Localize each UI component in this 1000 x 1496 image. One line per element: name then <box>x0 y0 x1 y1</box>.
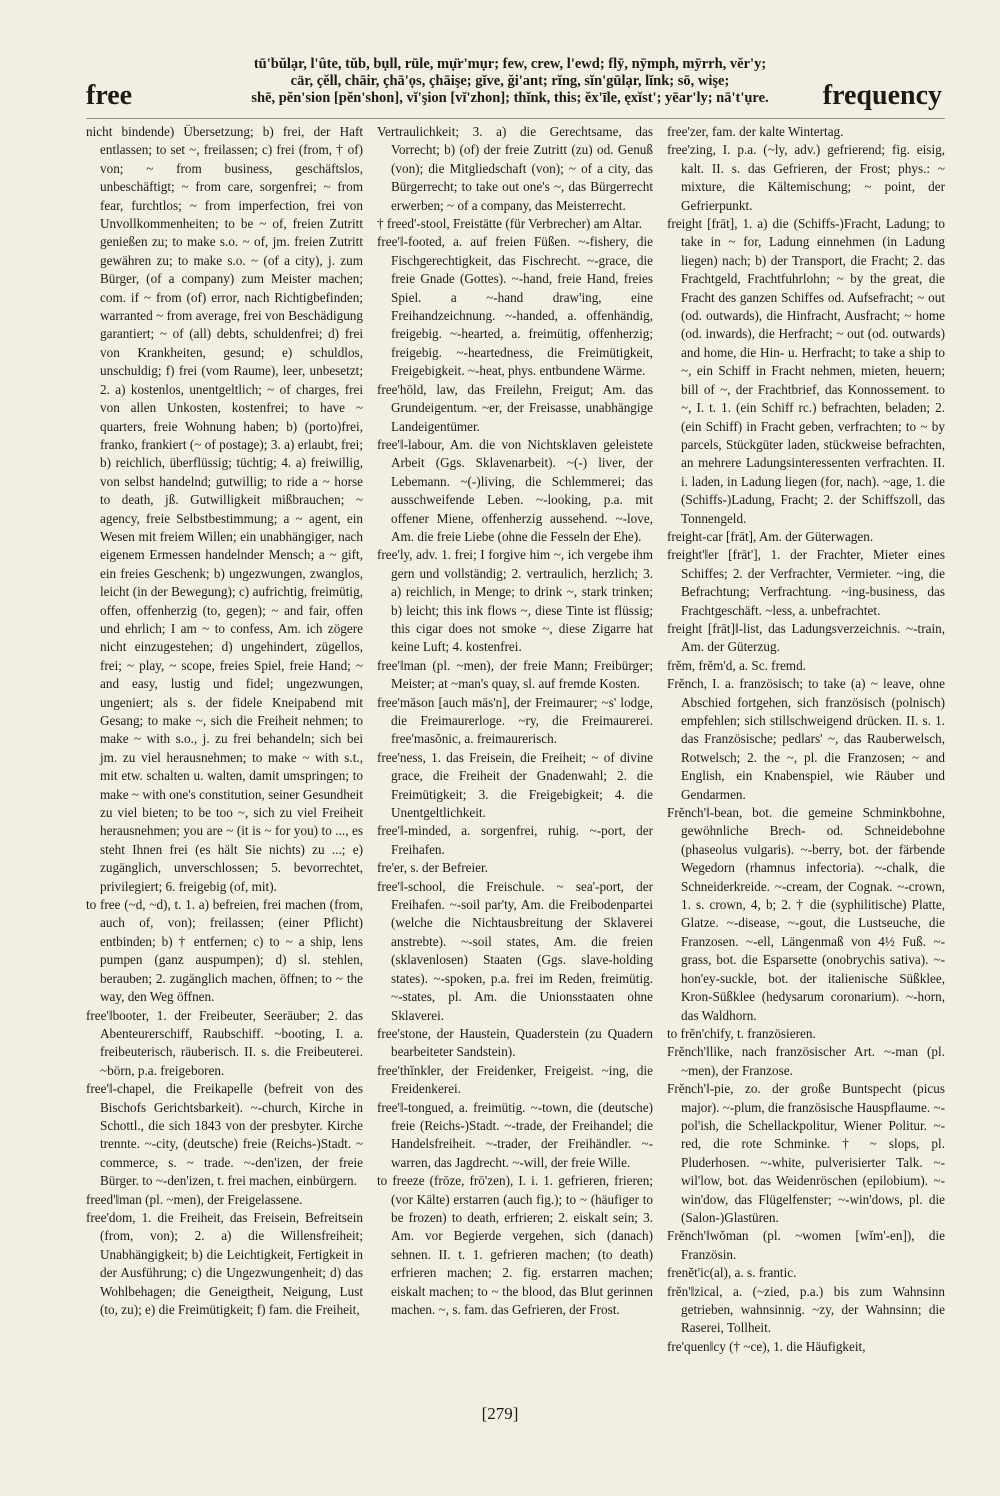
dictionary-entry: free'māson [auch mās'n], der Freimaurer; ~s' lodge, die Freimaurerloge. ~ry, die Freimaurerei. free'masŏnic, a. freimaurerisch. <box>377 694 653 747</box>
dictionary-entry: free'‖-minded, a. sorgenfrei, ruhig. ~-port, der Freihafen. <box>377 823 653 857</box>
dictionary-entry: Vertraulichkeit; 3. a) die Gerechtsame, das Vorrecht; b) (of) der freie Zutritt (zu) od. Genuß (von); die Mitgliedschaft (von); ~ of a city, das Bürgerrecht; to take out one's ~, das Bürgerrecht erwerben; ~ of a company, das Meisterrecht. <box>377 124 653 213</box>
dictionary-entry: to frĕn'chify, t. französieren. <box>667 1025 816 1041</box>
dictionary-entry: free'thĭnk‖er, der Freidenker, Freigeist. ~ing, die Freidenkerei. <box>377 1062 653 1097</box>
dictionary-entry: Frĕnch'‖-pie, zo. der große Buntspecht (picus major). ~-plum, die französische Hauspflaume. ~-pol'ish, die Schellackpolitur, Wiener Politur. ~-red, die rote Schminke. † ~ slops, pl. Pluderhosen. ~-white, pulverisierter Talk. ~-wil'low, bot. das Weidenröschen (epilobium). ~-win'dow, das Flügelfenster; ~-win'dows, pl. die (Salon-)Glastüren. <box>667 1081 945 1225</box>
dictionary-entry: frĕm, frĕm'd, a. Sc. fremd. <box>667 657 806 673</box>
dictionary-entry: free'‖-chapel, die Freikapelle (befreit von des Bischofs Gerichtsbarkeit). ~-church, Kirche in Schottl., die sich 1843 von der presbyter. Kirche trennte. ~-city, (deutsche) freie (Reichs-)Stadt. ~ commerce, s. ~ trade. ~-den'izen, der freie Bürger. to ~-den'izen, t. frei machen, einbürgern. <box>86 1081 363 1189</box>
pronunciation-key-line: tū'bŭlạr, l'ûte, tŭb, bụll, rūle, mụ̈r'mụr; few, crew, l'ewd; flȳ, nȳmph, mȳrrh, vĕr'y; <box>253 56 767 72</box>
dictionary-entry: free'‖booter, 1. der Freibeuter, Seeräuber; 2. das Abenteurerschiff, Raubschiff. ~booting, I. a. freibeuterisch, räuberisch. II. s. die Freibeuterei. ~börn, p.a. freigeboren. <box>86 1007 363 1078</box>
dictionary-entry: free'‖-labour, Am. die von Nichtsklaven geleistete Arbeit (Ggs. Sklavenarbeit). ~(-) liver, der Lebemann. ~(-)living, die Schlemmerei; das ausschweifende Leben. ~-looking, p.a. mit offener Miene, offenherzig aussehend. ~-love, Am. die freie Liebe (ohne die Fesseln der Ehe). <box>377 436 653 544</box>
dictionary-entry: freight'‖er [frāt'], 1. der Frachter, Mieter eines Schiffes; 2. der Verfrachter, Vermieter. ~ing, die Befrachtung; Verfrachtung. ~ing-business, das Frachtgeschäft. ~less, a. unbefrachtet. <box>667 547 945 618</box>
dictionary-entry: free'stone, der Haustein, Quaderstein (zu Quadern bearbeiteter Sandstein). <box>377 1025 653 1060</box>
dictionary-entry: frĕn'‖zical, a. (~zied, p.a.) bis zum Wahnsinn getrieben, wahnsinnig. ~zy, der Wahnsinn; die Raserei, Tollheit. <box>667 1283 945 1336</box>
column-3 <box>667 123 945 1391</box>
dictionary-entry: Frĕnch'‖wŏman (pl. ~women [wĭm'-en]), die Französin. <box>667 1228 945 1262</box>
header-rule <box>86 118 945 119</box>
dictionary-entry: freed'‖man (pl. ~men), der Freigelassene. <box>86 1191 303 1207</box>
dictionary-entry: fre'er, s. der Befreier. <box>377 860 488 876</box>
dictionary-entry: Frĕnch'‖like, nach französischer Art. ~-man (pl. ~men), der Franzose. <box>667 1044 945 1078</box>
guide-word-left: free <box>86 80 133 111</box>
pronunciation-key-line: shē, pĕn'sion [pĕn'shon], vĭ'şion [vĭ'zhon]; thĭnk, this; ĕx'īle, ęxĭst'; yēar'ly; nā't'ụre. <box>251 90 769 106</box>
dictionary-entry: free'‖man (pl. ~men), der freie Mann; Freibürger; Meister; at ~man's quay, sl. auf fremde Kosten. <box>377 657 653 692</box>
pronunciation-key <box>210 56 810 107</box>
dictionary-entry: † freed'-stool, Freistätte (für Verbrecher) am Altar. <box>377 216 643 232</box>
dictionary-entry: to freeze (frōze, frō'zen), I. i. 1. gefrieren, frieren; (vor Kälte) erstarren (auch fig.); to ~ (häufiger to be frozen) to death, erfrieren; 2. eiskalt sein; 3. Am. vor Begierde vergehen, sich (danach) sehnen. II. t. 1. gefrieren machen; (to death) erfrieren machen; 2. fig. erstarren machen; eiskalt machen; to ~ the blood, das Blut gerinnen machen. ~, s. fam. das Gefrieren, der Frost. <box>377 1173 653 1317</box>
dictionary-entry: freight [frāt]‖-list, das Ladungsverzeichnis. ~-train, Am. der Güterzug. <box>667 620 945 655</box>
dictionary-entry: free'hōld, law, das Freilehn, Freigut; Am. das Grundeigentum. ~er, der Freisasse, unabhängige Landeigentümer. <box>377 381 653 434</box>
dictionary-entry: Frĕnch'‖-bean, bot. die gemeine Schminkbohne, gewöhnliche Brech- od. Schneidebohne (phaseolus vulgaris). ~-berry, bot. der färbende Wegedorn (rhamnus infectoria). ~-chalk, die Schneiderkreide. ~-cream, der Cognak. ~-crown, 1. s. crown, 4, b; 2. † die (syphilitische) Platte, Glatze. ~-disease, ~-gout, die Lustseuche, die Franzosen. ~-ell, Längenmaß von 4½ Fuß. ~-grass, bot. die Esparsette (onobrychis sativa). ~-hon'ey-suckle, bot. der italienische Süßklee, Kron-Süßklee (hedysarum coronarium). ~-horn, das Waldhorn. <box>667 805 945 1023</box>
dictionary-entry: to free (~d, ~d), t. 1. a) befreien, frei machen (from, auch of, von); freilassen; (einer Pflicht) entbinden; b) † entfernen; c) to ~ a ship, lens pumpen (ganz auspumpen); d) sl. stehlen, berauben; 2. zugänglich machen, öffnen; to ~ the way, den Weg öffnen. <box>86 897 363 1005</box>
dictionary-entry: free'‖-footed, a. auf freien Füßen. ~-fishery, die Fischgerechtigkeit, das Fischrecht. ~-grace, die freie Gnade (Gottes). ~-hand, freie Hand, freies Spiel. a ~-hand draw'ing, eine Freihandzeichnung. ~-handed, a. offenhändig, freigebig. ~-hearted, a. freimütig, offenherzig; freigebig. ~-heartedness, die Freimütigkeit, Freigebigkeit. ~-heat, phys. entbundene Wärme. <box>377 234 653 379</box>
dictionary-entry: free'ness, 1. das Freisein, die Freiheit; ~ of divine grace, die Freiheit der Gnadenwahl; 2. die Freimütigkeit; 3. die Freigebigkeit; 4. die Unentgeltlichkeit. <box>377 749 653 821</box>
column-2 <box>377 123 653 1391</box>
dictionary-entry: free'dom, 1. die Freiheit, das Freisein, Befreitsein (from, von); 2. a) die Willensfreiheit; Unabhängigkeit; b) die Leichtigkeit, Fertigkeit in der Ausführung; c) die Ungezwungenheit; d) das Wohlbehagen; die Geneigtheit, Neigung, Lust (to, zu); e) die Freimütigkeit; f) fam. die Freiheit, <box>86 1209 363 1317</box>
dictionary-entry: free'ly, adv. 1. frei; I forgive him ~, ich vergebe ihm gern und vollständig; 2. vertraulich, herzlich; 3. a) reichlich, in Menge; to drink ~, stark trinken; b) leicht; this ink flows ~, diese Tinte ist flüssig; this cigar does not smoke ~, diese Zigarre hat keine Luft; 4. kostenfrei. <box>377 547 653 655</box>
dictionary-entry: free'‖-school, die Freischule. ~ sea'-port, der Freihafen. ~-soil par'ty, Am. die Freibodenpartei (welche die Nichtausbreitung der Sklaverei anstrebte). ~-soil states, Am. die freien (sklavenlosen) Staaten (Ggs. slave-holding states). ~-spoken, p.a. frei im Reden, freimütig. ~-states, pl. Am. die Unionsstaaten ohne Sklaverei. <box>377 878 653 1023</box>
column-1 <box>86 123 363 1391</box>
dictionary-entry: nicht bindende) Übersetzung; b) frei, der Haft entlassen; to set ~, freilassen; c) frei (from, † of) von; ~ from business, geschäftslos, unbeschäftigt; ~ from care, sorgenfrei; ~ from fear, furchtlos; ~ from imperfection, frei von Unvollkommenheiten; to be ~ of, freien Zutritt genießen zu; to make s.o. ~ of, jm. freien Zutritt gewähren zu; to make s.o. ~ (of a city), j. zum Bürger, (of a company) zum Meister machen; com. if ~ from (of) error, nach Richtigbefinden; warranted ~ from average, frei von Beschädigung garantiert; ~ of (all) debts, schuldenfrei; d) frei von Krankheiten, gesund; e) schuldlos, unschuldig; f) frei (vom Raume), leer, unbesetzt; 2. a) kostenlos, unentgeltlich; ~ of charges, frei von allen Unkosten, kostenfrei; to have ~ quarters, freie Wohnung haben; b) (porto)frei, franko, frankiert (~ of postage); 3. a) erlaubt, frei; b) reichlich, überflüssig; tüchtig; 4. a) freiwillig, von selbst handelnd; gutwillig; to ride a ~ horse to death, jß. Gutwilligkeit mißbrauchen; ~ agency, freie Selbstbestimmung; a ~ agent, ein Wesen mit freiem Willen; ein unabhängiger, nach eigenem Ermessen handelnder Mensch; a ~ gift, ein freies Geschenk; b) ungezwungen, zwanglos, leicht (in der Bewegung); c) aufrichtig, freimütig, offen, offenherzig (to, gegen); ~ and fair, offen und ehrlich; I am ~ to confess, Am. ich zögere nicht einzugestehen; d) ungehindert, zügellos, frei; ~ play, ~ scope, freies Spiel, freie Hand; ~ and easy, lustig und fidel; ungezwungen, ungeniert; als s. der fidele Kneipabend mit Gesang; to make ~, sich die Freiheit nehmen; to make ~ with s.o., j. zu frei behandeln; sich bei jm. zu viel herausnehmen; to make ~ with s.t., mit etw. schalten u. walten, damit umspringen; to make ~ with one's constitution, seiner Gesundheit zu viel bieten; to be too ~, sich zu viel Freiheit herausnehmen; you are ~ (it is ~ for you) to ..., es steht Ihnen frei (es hält Sie nichts) zu ...; e) zugänglich, unverschlossen; 5. bevorrechtet, privilegiert; 6. freigebig (of, mit). <box>86 124 363 894</box>
pronunciation-key-line: cär, çĕll, chāir, çhā'ọs, çhāişe; gĭve, ği'ant; rĭng, sĭn'gūlạr, lĭnk; sō, wişe; <box>290 73 730 89</box>
dictionary-entry: Frĕnch, I. a. französisch; to take (a) ~ leave, ohne Abschied fortgehen, sich französisch (polnisch) empfehlen; sich stillschweigend drücken. II. s. 1. das Französische; pedlars' ~, das Rauberwelsch, Rotwelsch; 2. the ~, pl. die Franzosen; ~ and English, ein Knabenspiel, wie Räuber und Gendarmen. <box>667 676 945 802</box>
page-number: [279] <box>481 1404 519 1423</box>
dictionary-entry: frenĕt'ic(al), a. s. frantic. <box>667 1265 797 1281</box>
dictionary-entry: freight [frāt], 1. a) die (Schiffs-)Fracht, Ladung; to take in ~ for, Ladung einnehmen (in Ladung liegen) nach; b) der Transport, die Fracht; 2. das Frachtgeld, Frachtfuhrlohn; ~ by the great, die Fracht des ganzen Schiffes od. Aufsefracht; ~ out (od. outwards), die Hinfracht, Ausfracht; ~ home (od. inwards), die Herfracht; ~ out (od. outwards) and home, die Hin- u. Herfracht; to take a ship to ~, ein Schiff in Fracht nehmen, mieten, heuern; bill of ~, der Frachtbrief, das Konnossement. to ~, I. t. 1. (ein Schiff rc.) befrachten, beladen; 2. (ein Schiff) in Fracht geben, verfrachten; to ~ by parcels, Stückgüter laden, stückweise befrachten, an mehrere Ladungsinteressenten verfrachten. II. i. laden, in Ladung liegen (for, nach). ~age, 1. die (Schiffs-)Ladung, Fracht; 2. der Schiffszoll, das Tonnengeld. <box>667 216 945 526</box>
dictionary-entry: free'zer, fam. der kalte Wintertag. <box>667 124 844 139</box>
dictionary-entry: freight-car [frāt], Am. der Güterwagen. <box>667 528 874 544</box>
dictionary-entry: free'zing, I. p.a. (~ly, adv.) gefrierend; fig. eisig, kalt. II. s. das Gefrieren, der Frost; phys.: ~ mixture, die Kältemischung; ~ point, der Gefrierpunkt. <box>667 142 945 213</box>
guide-word-right: frequency <box>822 80 942 111</box>
dictionary-entry: fre'quen‖cy († ~ce), 1. die Häufigkeit, <box>667 1338 866 1354</box>
dictionary-entry: free'‖-tongued, a. freimütig. ~-town, die (deutsche) freie (Reichs-)Stadt. ~-trade, der Freihandel; die Handelsfreiheit. ~-trader, der Freihändler. ~-warren, das Jagdrecht. ~-will, der freie Wille. <box>377 1099 653 1170</box>
